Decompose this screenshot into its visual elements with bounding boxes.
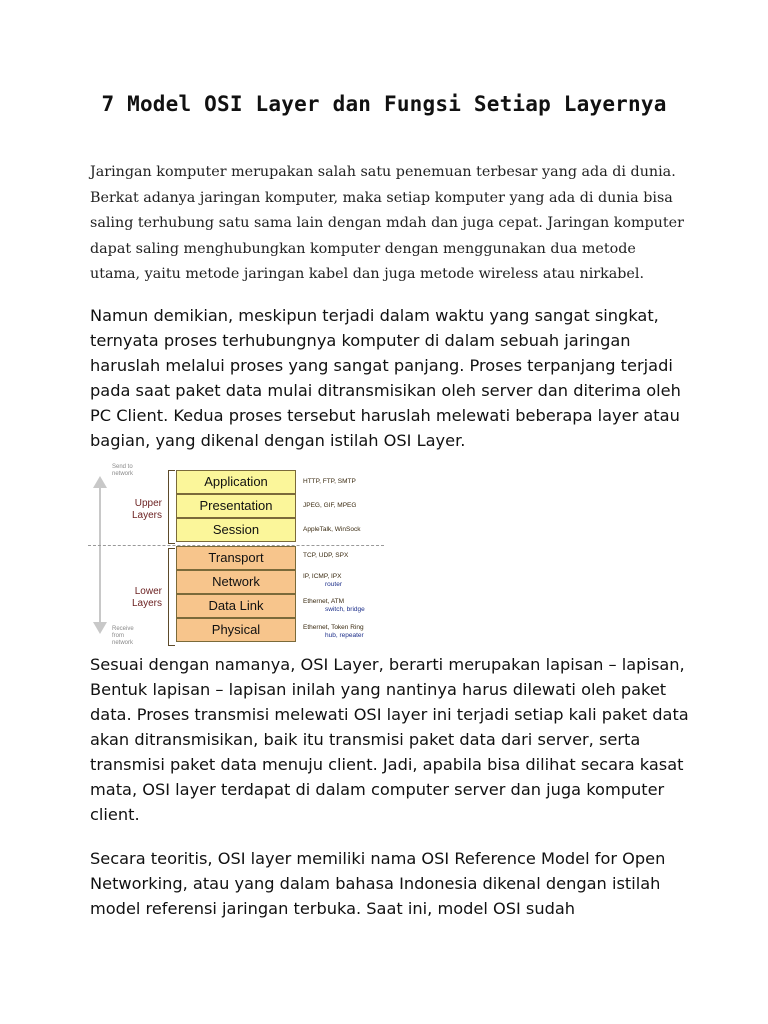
device-physical: hub, repeater — [325, 632, 364, 639]
device-network: router — [325, 581, 342, 588]
arrow-shaft — [99, 486, 101, 626]
arrow-down-icon — [93, 622, 107, 634]
receive-from-network-note: Receive from network — [112, 626, 134, 646]
upper-layers-bracket — [168, 470, 175, 544]
intro-paragraph: Jaringan komputer merupakan salah satu penemuan terbesar yang ada di dunia. Berkat adanya jaringan komputer, maka setiap komputer yang ada di dunia bisa saling terhubung satu sama lain dengan mdah dan juga cepat. Jaringan komputer dapat saling menghubungkan komputer dengan menggunakan dua metode utama, yaitu metode jaringan kabel dan juga metode wireless atau nirkabel. — [90, 164, 684, 283]
protocols-transport — [303, 552, 388, 560]
layer-presentation: Presentation — [176, 494, 296, 518]
body-paragraph-2: Namun demikian, meskipun terjadi dalam waktu yang sangat singkat, ternyata proses terhubungnya komputer di dalam sebuah jaringan haruslah melalui proses yang sangat panjang. Proses terpanjang terjadi pada saat paket data mulai ditransmisikan oleh server dan diterima oleh PC Client. Kedua proses tersebut haruslah melewati beberapa layer atau bagian, yang dikenal dengan istilah OSI Layer. — [90, 306, 681, 450]
send-to-network-note: Send to network — [112, 464, 134, 477]
layer-data-link: Data Link — [176, 594, 296, 618]
body-paragraph-4: Secara teoritis, OSI layer memiliki nama OSI Reference Model for Open Networking, atau yang dalam bahasa Indonesia dikenal dengan istilah model referensi jaringan terbuka. Saat ini, model OSI sudah — [90, 849, 666, 918]
layer-session: Session — [176, 518, 296, 542]
protocols-data-link — [303, 598, 388, 614]
protocols-presentation — [303, 502, 388, 510]
protocols-session-text: AppleTalk, WinSock — [303, 526, 361, 533]
layer-application: Application — [176, 470, 296, 494]
lower-layers-bracket — [168, 548, 175, 646]
layer-physical: Physical — [176, 618, 296, 642]
protocols-physical — [303, 624, 388, 640]
body-paragraph-3: Sesuai dengan namanya, OSI Layer, berarti merupakan lapisan – lapisan, Bentuk lapisan – lapisan inilah yang nantinya harus dilewati oleh paket data. Proses transmisi melewati OSI layer ini terjadi setiap kali paket data akan ditransmisikan, baik itu transmisi paket data dari server, serta transmisi paket data menuju client. Jadi, apabila bisa dilihat secara kasat mata, OSI layer terdapat di dalam computer server dan juga komputer client. — [90, 655, 689, 824]
osi-layer-diagram — [88, 462, 388, 652]
upper-layers-label: Upper Layers — [132, 498, 163, 521]
layer-transport: Transport — [176, 546, 296, 570]
protocols-physical-text: Ethernet, Token Ring — [303, 624, 364, 631]
protocols-application-text: HTTP, FTP, SMTP — [303, 478, 356, 485]
protocols-network-text: IP, ICMP, IPX — [303, 573, 342, 580]
protocols-network — [303, 573, 388, 589]
protocols-application — [303, 478, 388, 486]
protocols-transport-text: TCP, UDP, SPX — [303, 552, 349, 559]
device-data-link: switch, bridge — [325, 606, 365, 613]
protocols-presentation-text: JPEG, GIF, MPEG — [303, 502, 357, 509]
layer-network: Network — [176, 570, 296, 594]
lower-layers-label: Lower Layers — [132, 586, 163, 609]
protocols-session — [303, 526, 388, 534]
protocols-data-link-text: Ethernet, ATM — [303, 598, 345, 605]
page-title: 7 Model OSI Layer dan Fungsi Setiap Layernya — [101, 92, 667, 116]
